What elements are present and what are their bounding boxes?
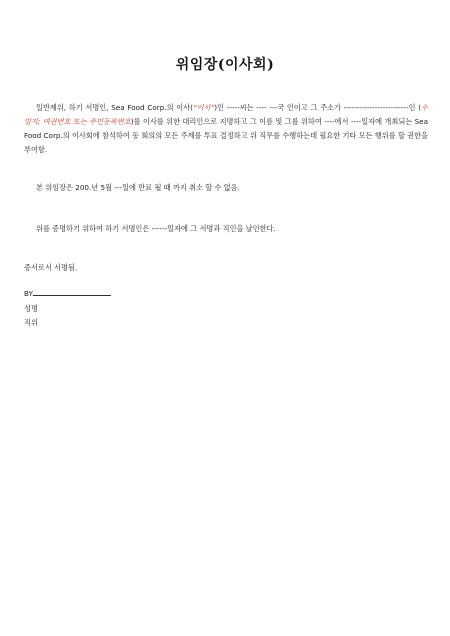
paragraph1-text-3: )를 이사를 위한 대리인으로 지명하고 그 이름 및 그를 위하여 ----에서 ----일자에 개최되는 Sea Food Corp.의 이사회에 참석하여 동 회의의 모든 주제를 투표 결정하고 위 직무를 수행하는데 필요한 기타 모든 행위를 할 권한을 부여함. [24,117,428,154]
document-title: 위임장(이사회) [175,57,275,73]
director-term: “이사” [192,103,215,112]
proxy-id-placeholder: 수임자; 여권번호 또는 주민등록번호 [24,103,428,126]
witness-paragraph: 위를 증명하기 위하여 하기 서명인은 ------일자에 그 서명과 직인을 날인한다. [36,224,276,233]
paragraph1-text-1: 일반제위, 하기 서명인, Sea Food Corp.의 이사( [36,103,193,112]
by-label: BY [24,289,33,298]
signature-underline [33,287,111,296]
paragraph1-text-2: )인 -----씨는 ---- ---국 인이고 그 주소가 -------------------------인 ( [214,103,422,112]
position-label: 직위 [24,318,38,327]
appointment-paragraph [24,101,428,157]
signature-line [24,287,111,300]
irrevocability-paragraph: 본 위임장은 200.년 5월 ---일에 만료 될 때 까지 취소 할 수 없음. [36,183,240,192]
name-label: 성명 [24,304,38,313]
signed-statement: 증서로서 서명됨. [24,263,78,272]
